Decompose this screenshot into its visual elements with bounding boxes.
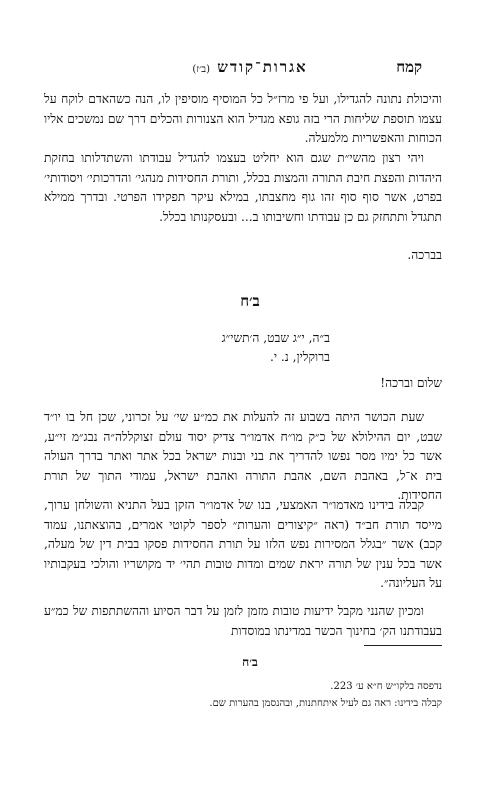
- letter-greeting: שלום וברכה!: [380, 376, 442, 390]
- letter-dateline: [222, 329, 330, 367]
- footnote-item: נדפסה בלקו״ש ח״א ע׳ 223.: [330, 681, 442, 692]
- letter-number: ב׳ח: [240, 292, 260, 310]
- prev-letter-closing: בברכה.: [407, 248, 442, 262]
- letter-paragraph-1: שעת הכושר היתה בשבוע זה להעלות את כמ״ע שי׳ על זכרוני, שכן חל בו יו״ד שבט, יום ההילולא של כ״ק מו״ח אדמו״ר צדיק יסוד עולם זצוקללה״ה נבג״מ זי״ע, אשר כל ימיו מסר נפשו להדריך את בני ובנות ישראל בכל אתר ואתר בדרך העולה בית א־ל, באהבת השם, אהבת התורה ואהבת ישראל, עמודי התוך של תורת החסידות.: [44, 410, 442, 503]
- running-title: [0, 58, 500, 77]
- page-number: קמח: [396, 58, 422, 76]
- running-title-text: אגרות־קודש: [217, 58, 308, 76]
- footnote-divider: [364, 645, 442, 646]
- prev-letter-paragraph-1: והיכולת נתונה להגדילו, ועל פי מרז״ל כל המוסיף מוסיפין לו, הנה כשהאדם לוקח על עצמו תוספת שליחות הרי בזה גופא מגדיל הוא הצנורות והכלים דרך שם נמשכים אליו הכוחות והאפשריות מלמעלה.: [44, 92, 442, 146]
- page-header: [0, 58, 500, 80]
- footnote-item: קבלה בידינו: ראה גם לעיל איתחתנות, ובהנסמן בהערות שם.: [209, 698, 442, 709]
- letter-paragraph-3: ומכיון שהנני מקבל ידיעות טובות מזמן לזמן על דבר הסיוע וההשתתפות של כמ״ע בעבודתנו הק׳ בחינוך הכשר במדינתו במוסדות: [44, 604, 442, 638]
- letter-date: ב״ה, י״ג שבט, ה׳תשי״ג: [221, 331, 330, 345]
- volume-label: (ב׳ז): [192, 64, 211, 75]
- letter-place: ברוקלין, נ. י.: [269, 350, 330, 364]
- footnote-heading: ב׳ח: [242, 655, 258, 669]
- letter-paragraph-2: קבלה בידינו מאדמו״ר האמצעי, בנו של אדמו״ר הזקן בעל התניא והשולחן ערוך, מייסד תורת חב״ד (ראה ״קיצורים והערות״ לספר לקוטי אמרים, בהוצאתנו, עמוד קכב) אשר ״בגלל המסירות נפש הלזו על תורת החסידות פסקו בבית דין של מעלה, אשר בכל ענין של תורה יראת שמים ומדות טובות תהי׳ יד מקושריו והולכי בעקבותיו על העליונה״.: [44, 498, 442, 591]
- prev-letter-paragraph-2: ויהי רצון מהשי״ת שגם הוא יחליט בעצמו להגדיל עבודתו והשתדלותו בחזקת היהדות והפצת חיבת התורה והמצות בכלל, ותורת החסידות מנהגי׳ והדרכותי׳ ויסודותי׳ בפרט, אשר סוף סוף זהו גוף מחצבתו, במילא עיקר תפקידו הפרטי. ובדרך ממילא תתגדל ותתחזק גם כן עבודתו וחשיבותו ב... ובעסקנותו בכלל.: [44, 151, 442, 224]
